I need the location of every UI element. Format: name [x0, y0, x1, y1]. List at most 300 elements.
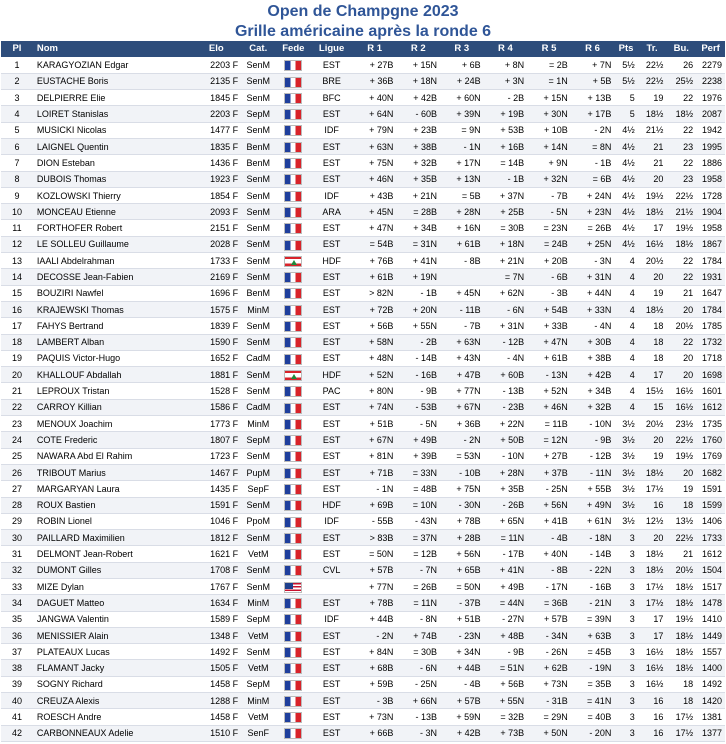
round-3-result: + 51B: [440, 611, 484, 627]
tiebreak-bu-cell: 16½: [666, 383, 696, 399]
points-cell: 3: [614, 627, 637, 643]
category-cell: BenM: [240, 155, 276, 171]
rank-cell: 2: [1, 73, 33, 89]
performance-cell: 1504: [696, 562, 725, 578]
elo-cell: 1477 F: [192, 122, 240, 138]
table-row: [1, 611, 725, 627]
round-3-result: + 60N: [440, 90, 484, 106]
player-name: DAGUET Matteo: [33, 595, 192, 611]
performance-cell: 1381: [696, 709, 725, 725]
france-flag-icon: [284, 337, 302, 348]
round-5-result: + 73N: [527, 676, 571, 692]
round-3-result: + 28B: [440, 530, 484, 546]
points-cell: 4: [614, 301, 637, 317]
federation-cell: [276, 138, 310, 154]
category-cell: CadM: [240, 399, 276, 415]
tiebreak-tr-cell: 16: [638, 693, 667, 709]
round-3-result: - 1N: [440, 138, 484, 154]
elo-cell: 2203 F: [192, 57, 240, 73]
elo-cell: 1767 F: [192, 579, 240, 595]
elo-cell: 1634 F: [192, 595, 240, 611]
elo-cell: 1348 F: [192, 627, 240, 643]
category-cell: SenM: [240, 187, 276, 203]
league-cell: EST: [310, 236, 353, 252]
federation-cell: [276, 464, 310, 480]
header: [0, 0, 726, 41]
header-col-nom[interactable]: Nom: [33, 41, 192, 57]
header-col-r6[interactable]: R 6: [571, 41, 615, 57]
round-6-result: + 38B: [571, 350, 615, 366]
round-1-result: + 52N: [353, 367, 397, 383]
player-name: PAILLARD Maximilien: [33, 530, 192, 546]
round-1-result: - 55B: [353, 513, 397, 529]
elo-cell: 1288 F: [192, 693, 240, 709]
points-cell: 3: [614, 693, 637, 709]
round-4-result: - 2B: [484, 90, 528, 106]
elo-cell: 1458 F: [192, 676, 240, 692]
category-cell: CadM: [240, 350, 276, 366]
round-1-result: + 40N: [353, 90, 397, 106]
league-cell: EST: [310, 448, 353, 464]
tiebreak-tr-cell: 18½: [638, 106, 667, 122]
performance-cell: 1591: [696, 481, 725, 497]
performance-cell: 1478: [696, 595, 725, 611]
tiebreak-tr-cell: 16: [638, 709, 667, 725]
league-cell: [310, 579, 353, 595]
round-4-result: = 14B: [484, 155, 528, 171]
france-flag-icon: [284, 207, 302, 218]
category-cell: SepM: [240, 106, 276, 122]
round-6-result: - 4N: [571, 318, 615, 334]
performance-cell: 1400: [696, 660, 725, 676]
round-1-result: + 46N: [353, 171, 397, 187]
round-1-result: + 80N: [353, 383, 397, 399]
france-flag-icon: [284, 549, 302, 560]
table-row: [1, 513, 725, 529]
performance-cell: 1682: [696, 464, 725, 480]
rank-cell: 29: [1, 513, 33, 529]
rank-cell: 10: [1, 204, 33, 220]
table-body: [1, 57, 725, 741]
points-cell: 4½: [614, 155, 637, 171]
federation-cell: [276, 90, 310, 106]
round-6-result: + 17B: [571, 106, 615, 122]
round-6-result: = 26B: [571, 220, 615, 236]
performance-cell: 1698: [696, 367, 725, 383]
table-row: [1, 350, 725, 366]
federation-cell: [276, 383, 310, 399]
round-5-result: - 8B: [527, 562, 571, 578]
elo-cell: 1835 F: [192, 138, 240, 154]
performance-cell: 1785: [696, 318, 725, 334]
league-cell: EST: [310, 220, 353, 236]
round-1-result: + 47N: [353, 220, 397, 236]
points-cell: 4: [614, 350, 637, 366]
round-6-result: - 16B: [571, 579, 615, 595]
round-6-result: + 7N: [571, 57, 615, 73]
league-cell: EST: [310, 546, 353, 562]
round-6-result: + 33N: [571, 301, 615, 317]
round-1-result: + 64N: [353, 106, 397, 122]
round-4-result: + 16B: [484, 138, 528, 154]
table-row: [1, 660, 725, 676]
performance-cell: 1931: [696, 269, 725, 285]
round-4-result: - 13B: [484, 383, 528, 399]
tiebreak-tr-cell: 16½: [638, 236, 667, 252]
points-cell: 4½: [614, 204, 637, 220]
table-row: [1, 383, 725, 399]
france-flag-icon: [284, 663, 302, 674]
tiebreak-bu-cell: 18½: [666, 579, 696, 595]
category-cell: MinM: [240, 301, 276, 317]
round-2-result: + 21N: [396, 187, 440, 203]
table-row: [1, 269, 725, 285]
round-6-result: - 2N: [571, 122, 615, 138]
points-cell: 3½: [614, 464, 637, 480]
federation-cell: [276, 269, 310, 285]
table-row: [1, 187, 725, 203]
round-4-result: - 27N: [484, 611, 528, 627]
header-col-r4[interactable]: R 4: [484, 41, 528, 57]
round-6-result: - 12B: [571, 448, 615, 464]
header-col-bu[interactable]: Bu.: [666, 41, 696, 57]
lebanon-flag-icon: [284, 370, 302, 381]
round-2-result: - 7N: [396, 562, 440, 578]
federation-cell: [276, 57, 310, 73]
performance-cell: 1769: [696, 448, 725, 464]
performance-cell: 1410: [696, 611, 725, 627]
round-2-result: - 3N: [396, 725, 440, 741]
points-cell: 4: [614, 269, 637, 285]
table-row: [1, 497, 725, 513]
league-cell: PAC: [310, 383, 353, 399]
france-flag-icon: [284, 240, 302, 251]
round-3-result: + 42B: [440, 725, 484, 741]
round-2-result: + 38B: [396, 138, 440, 154]
header-col-ligue[interactable]: Ligue: [310, 41, 353, 57]
points-cell: 4: [614, 285, 637, 301]
player-name: ROBIN Lionel: [33, 513, 192, 529]
header-col-r2[interactable]: R 2: [396, 41, 440, 57]
performance-cell: 1492: [696, 676, 725, 692]
points-cell: 3: [614, 676, 637, 692]
points-cell: 4: [614, 399, 637, 415]
tiebreak-bu-cell: 20: [666, 367, 696, 383]
tiebreak-tr-cell: 20: [638, 269, 667, 285]
table-row: [1, 367, 725, 383]
france-flag-icon: [284, 500, 302, 511]
points-cell: 4: [614, 334, 637, 350]
player-name: COTE Frederic: [33, 432, 192, 448]
table-row: [1, 399, 725, 415]
round-2-result: = 31N: [396, 236, 440, 252]
header-col-cat[interactable]: Cat.: [240, 41, 276, 57]
category-cell: SenM: [240, 171, 276, 187]
player-name: FORTHOFER Robert: [33, 220, 192, 236]
table-row: [1, 318, 725, 334]
category-cell: SenM: [240, 220, 276, 236]
page-subtitle: Grille américaine après la ronde 6: [234, 23, 492, 40]
round-1-result: + 59B: [353, 676, 397, 692]
table-row: [1, 676, 725, 692]
round-4-result: + 21N: [484, 253, 528, 269]
points-cell: 5: [614, 90, 637, 106]
rank-cell: 41: [1, 709, 33, 725]
round-5-result: + 41B: [527, 513, 571, 529]
table-row: [1, 73, 725, 89]
header-col-r1[interactable]: R 1: [353, 41, 397, 57]
league-cell: EST: [310, 627, 353, 643]
round-1-result: + 78B: [353, 595, 397, 611]
points-cell: 3½: [614, 416, 637, 432]
tiebreak-bu-cell: 22½: [666, 530, 696, 546]
category-cell: SenM: [240, 530, 276, 546]
round-3-result: = 50N: [440, 579, 484, 595]
points-cell: 3½: [614, 513, 637, 529]
round-4-result: - 17B: [484, 546, 528, 562]
elo-cell: 1436 F: [192, 155, 240, 171]
rank-cell: 13: [1, 253, 33, 269]
player-name: MENOUX Joachim: [33, 416, 192, 432]
points-cell: 4½: [614, 236, 637, 252]
france-flag-icon: [284, 517, 302, 528]
elo-cell: 1696 F: [192, 285, 240, 301]
player-name: KARAGYOZIAN Edgar: [33, 57, 192, 73]
category-cell: VetM: [240, 660, 276, 676]
tiebreak-tr-cell: 15: [638, 399, 667, 415]
performance-cell: 1760: [696, 432, 725, 448]
round-1-result: + 63N: [353, 138, 397, 154]
player-name: MARGARYAN Laura: [33, 481, 192, 497]
league-cell: EST: [310, 693, 353, 709]
header-col-r5[interactable]: R 5: [527, 41, 571, 57]
points-cell: 3: [614, 595, 637, 611]
tiebreak-tr-cell: 18½: [638, 464, 667, 480]
header-col-pl[interactable]: Pl: [1, 41, 33, 57]
league-cell: IDF: [310, 611, 353, 627]
round-3-result: + 59N: [440, 709, 484, 725]
points-cell: 4½: [614, 171, 637, 187]
header-col-fede[interactable]: Fede: [276, 41, 310, 57]
tiebreak-tr-cell: 17½: [638, 481, 667, 497]
round-6-result: - 19N: [571, 660, 615, 676]
tiebreak-bu-cell: 22½: [666, 187, 696, 203]
tiebreak-tr-cell: 18: [638, 350, 667, 366]
round-6-result: - 3N: [571, 253, 615, 269]
category-cell: SepM: [240, 611, 276, 627]
league-cell: EST: [310, 155, 353, 171]
tiebreak-tr-cell: 22½: [638, 73, 667, 89]
round-6-result: + 13B: [571, 90, 615, 106]
round-2-result: + 74B: [396, 627, 440, 643]
player-name: CREUZA Alexis: [33, 693, 192, 709]
round-3-result: + 34N: [440, 644, 484, 660]
round-4-result: + 65N: [484, 513, 528, 529]
round-4-result: + 60B: [484, 367, 528, 383]
round-1-result: = 54B: [353, 236, 397, 252]
round-1-result: + 77N: [353, 579, 397, 595]
round-2-result: = 28B: [396, 204, 440, 220]
performance-cell: 1784: [696, 301, 725, 317]
federation-cell: [276, 171, 310, 187]
rank-cell: 31: [1, 546, 33, 562]
france-flag-icon: [284, 142, 302, 153]
round-6-result: = 8N: [571, 138, 615, 154]
tiebreak-tr-cell: 18½: [638, 204, 667, 220]
league-cell: IDF: [310, 122, 353, 138]
rank-cell: 35: [1, 611, 33, 627]
round-4-result: + 55N: [484, 693, 528, 709]
lebanon-flag-icon: [284, 256, 302, 267]
round-6-result: - 21N: [571, 595, 615, 611]
points-cell: 4½: [614, 220, 637, 236]
round-5-result: - 34N: [527, 627, 571, 643]
elo-cell: 1839 F: [192, 318, 240, 334]
rank-cell: 34: [1, 595, 33, 611]
points-cell: 3: [614, 611, 637, 627]
rank-cell: 26: [1, 464, 33, 480]
round-4-result: - 23B: [484, 399, 528, 415]
tiebreak-tr-cell: 19: [638, 285, 667, 301]
category-cell: SepM: [240, 432, 276, 448]
round-3-result: [440, 269, 484, 285]
federation-cell: [276, 236, 310, 252]
header-col-pts[interactable]: Pts: [614, 41, 637, 57]
player-name: KRAJEWSKI Thomas: [33, 301, 192, 317]
round-1-result: + 67N: [353, 432, 397, 448]
tiebreak-tr-cell: 18: [638, 318, 667, 334]
round-5-result: + 10B: [527, 122, 571, 138]
tiebreak-bu-cell: 19½: [666, 611, 696, 627]
league-cell: EST: [310, 676, 353, 692]
france-flag-icon: [284, 484, 302, 495]
elo-cell: 2169 F: [192, 269, 240, 285]
league-cell: IDF: [310, 187, 353, 203]
tiebreak-tr-cell: 20½: [638, 253, 667, 269]
points-cell: 3: [614, 644, 637, 660]
performance-cell: 1942: [696, 122, 725, 138]
rank-cell: 3: [1, 90, 33, 106]
header-col-perf[interactable]: Perf: [696, 41, 725, 57]
round-3-result: = 53N: [440, 448, 484, 464]
federation-cell: [276, 106, 310, 122]
tiebreak-bu-cell: 18½: [666, 627, 696, 643]
france-flag-icon: [284, 93, 302, 104]
tiebreak-tr-cell: 20: [638, 530, 667, 546]
tiebreak-bu-cell: 18½: [666, 236, 696, 252]
header-col-tr[interactable]: Tr.: [638, 41, 667, 57]
round-6-result: + 63B: [571, 627, 615, 643]
round-2-result: - 25N: [396, 676, 440, 692]
header-col-r3[interactable]: R 3: [440, 41, 484, 57]
category-cell: SepM: [240, 676, 276, 692]
tiebreak-bu-cell: 20½: [666, 318, 696, 334]
league-cell: EST: [310, 399, 353, 415]
elo-cell: 1467 F: [192, 464, 240, 480]
round-1-result: - 1N: [353, 481, 397, 497]
rank-cell: 21: [1, 383, 33, 399]
rank-cell: 42: [1, 725, 33, 741]
france-flag-icon: [284, 419, 302, 430]
round-5-result: - 6B: [527, 269, 571, 285]
round-2-result: = 10N: [396, 497, 440, 513]
round-5-result: + 14N: [527, 138, 571, 154]
round-2-result: + 15N: [396, 57, 440, 73]
round-6-result: + 42B: [571, 367, 615, 383]
tiebreak-bu-cell: 26: [666, 57, 696, 73]
league-cell: HDF: [310, 253, 353, 269]
round-4-result: - 9B: [484, 644, 528, 660]
performance-cell: 1406: [696, 513, 725, 529]
round-2-result: = 26B: [396, 579, 440, 595]
round-2-result: + 42B: [396, 90, 440, 106]
performance-cell: 1612: [696, 546, 725, 562]
league-cell: ARA: [310, 204, 353, 220]
performance-cell: 1886: [696, 155, 725, 171]
table-row: [1, 220, 725, 236]
round-4-result: = 32B: [484, 709, 528, 725]
table-row: [1, 301, 725, 317]
performance-cell: 1784: [696, 253, 725, 269]
performance-cell: 1735: [696, 416, 725, 432]
federation-cell: [276, 220, 310, 236]
league-cell: EST: [310, 432, 353, 448]
federation-cell: [276, 122, 310, 138]
round-6-result: - 11N: [571, 464, 615, 480]
round-1-result: + 71B: [353, 464, 397, 480]
round-5-result: + 9N: [527, 155, 571, 171]
france-flag-icon: [284, 288, 302, 299]
round-2-result: + 32B: [396, 155, 440, 171]
category-cell: SenM: [240, 367, 276, 383]
round-3-result: = 5B: [440, 187, 484, 203]
table-row: [1, 448, 725, 464]
player-name: MIZE Dylan: [33, 579, 192, 595]
tiebreak-bu-cell: 18½: [666, 644, 696, 660]
league-cell: EST: [310, 334, 353, 350]
round-4-result: - 4N: [484, 350, 528, 366]
round-2-result: - 53B: [396, 399, 440, 415]
player-name: LAIGNEL Quentin: [33, 138, 192, 154]
points-cell: 3: [614, 725, 637, 741]
round-3-result: - 2N: [440, 432, 484, 448]
federation-cell: [276, 301, 310, 317]
tiebreak-bu-cell: 19: [666, 481, 696, 497]
federation-cell: [276, 416, 310, 432]
france-flag-icon: [284, 403, 302, 414]
federation-cell: [276, 579, 310, 595]
header-col-elo[interactable]: Elo: [192, 41, 240, 57]
round-5-result: + 56N: [527, 497, 571, 513]
category-cell: BenM: [240, 138, 276, 154]
points-cell: 5½: [614, 57, 637, 73]
tiebreak-tr-cell: 16: [638, 725, 667, 741]
federation-cell: [276, 660, 310, 676]
player-name: SOGNY Richard: [33, 676, 192, 692]
round-4-result: - 26B: [484, 497, 528, 513]
round-4-result: + 31N: [484, 318, 528, 334]
round-6-result: + 30B: [571, 334, 615, 350]
player-name: DELPIERRE Elie: [33, 90, 192, 106]
table-row: [1, 546, 725, 562]
table-row: [1, 693, 725, 709]
league-cell: HDF: [310, 497, 353, 513]
round-4-result: + 41N: [484, 562, 528, 578]
tiebreak-tr-cell: 22½: [638, 57, 667, 73]
round-1-result: = 50N: [353, 546, 397, 562]
tiebreak-tr-cell: 21: [638, 138, 667, 154]
round-1-result: + 81N: [353, 448, 397, 464]
